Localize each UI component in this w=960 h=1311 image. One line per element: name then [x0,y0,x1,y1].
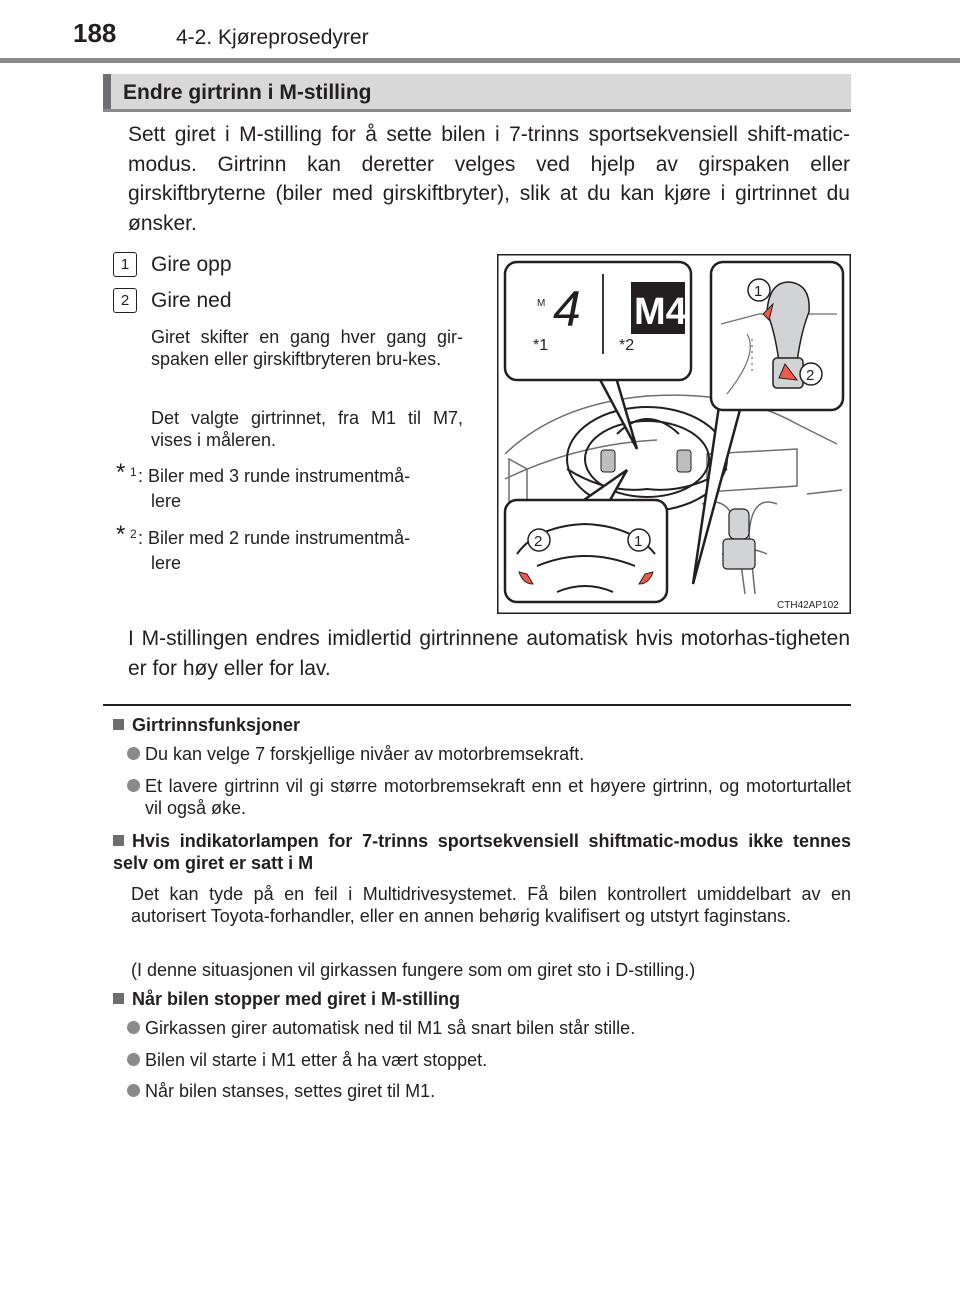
paddle-up-callout: 1 [634,533,643,550]
bullet-item [127,1080,851,1102]
meter1-mode-label: M [537,298,546,309]
shift-up-callout: 1 [754,283,763,300]
subheading-indicator-text: Hvis indikatorlampen for 7-trinns sportsekvensiell shiftmatic-modus ikke tennes selv om giret er satt i M [113,831,851,873]
header-divider [0,58,960,63]
gear-shift-illustration [497,254,851,614]
bullet-text: Du kan velge 7 forskjellige nivåer av motorbremsekraft. [145,744,585,764]
step-1-label: Gire opp [151,253,232,276]
intro-paragraph: Sett giret i M-stilling for å sette bilen i 7-trinns sportsekvensiell shift-matic-modus. Girtrinn kan deretter velges ved hjelp av girspaken eller girskiftbryterne (biler med girskiftbryter), slik at du kan kjøre i girtrinnet du ønsker. [128,123,850,235]
round-bullet-icon [127,1053,140,1066]
square-bullet-icon [113,835,124,846]
footnote-2-cont: lere [151,553,182,573]
step-2 [113,288,232,313]
page-number: 188 [73,18,117,48]
square-bullet-icon [113,993,124,1004]
meter1-gear-digit: 4 [553,281,581,337]
bullet-text: Bilen vil starte i M1 etter å ha vært stoppet. [145,1050,488,1070]
footnote-1-star: * [116,459,126,486]
meter2-gear-text: M4 [634,291,687,333]
square-bullet-icon [113,719,124,730]
footnote-2-sup: 2 [130,527,137,541]
footnote-2-star: * [116,521,126,548]
meter1-star-label: *1 [533,337,549,354]
subheading-gear-functions [113,714,851,736]
indicator-paragraph: Det kan tyde på en feil i Multidrivesystemet. Få bilen kontrollert umiddelbart av en autorisert Toyota-forhandler, eller en annen behørig kvalifisert og utstyrt faginstans. [131,884,851,926]
bullet-text: Girkassen girer automatisk ned til M1 så snart bilen står stille. [145,1018,636,1038]
step-2-label: Gire ned [151,289,232,312]
footnote-2-text: : Biler med 2 runde instrumentmå- [138,528,411,548]
footnote-2 [116,521,463,576]
footnote-1 [116,459,463,514]
subheading-stopping [113,988,851,1010]
bullet-item [127,1017,851,1039]
outro-paragraph: I M-stillingen endres imidlertid girtrinnene automatisk hvis motorhas-tigheten er for høy eller for lav. [128,627,850,680]
section-title: 4-2. Kjøreprosedyrer [176,26,369,49]
footnote-1-text: : Biler med 3 runde instrumentmå- [138,466,411,486]
note-gear-display: Det valgte girtrinnet, fra M1 til M7, vises i måleren. [151,408,463,450]
round-bullet-icon [127,1021,140,1034]
round-bullet-icon [127,747,140,760]
meter2-star-label: *2 [619,337,635,354]
footnote-1-sup: 1 [130,465,137,479]
round-bullet-icon [127,1084,140,1097]
subheading-gear-functions-text: Girtrinnsfunksjoner [132,715,301,735]
subsection-heading-text: Endre girtrinn i M-stilling [123,81,372,104]
paddle-down-callout: 2 [534,533,543,550]
heading-marker [103,74,111,109]
bullet-item [127,1049,851,1071]
note-gear-shift: Giret skifter en gang hver gang gir-spaken eller girskiftbryteren bru-kes. [151,327,463,369]
round-bullet-icon [127,779,140,792]
subheading-stopping-text: Når bilen stopper med giret i M-stilling [132,989,461,1009]
bullet-item [127,775,851,819]
subheading-indicator [113,830,851,874]
bullet-text: Når bilen stanses, settes giret til M1. [145,1081,436,1101]
step-1 [113,252,232,277]
section-divider [103,704,851,706]
step-2-number: 2 [113,288,137,313]
subsection-heading [103,74,851,112]
bullet-text: Et lavere girtrinn vil gi større motorbremsekraft enn et høyere girtrinn, og motorturtallet vil også øke. [145,776,851,818]
figure-code: CTH42AP102 [777,600,839,611]
indicator-note: (I denne situasjonen vil girkassen fungere som om giret sto i D-stilling.) [131,960,696,980]
footnote-1-cont: lere [151,491,182,511]
step-1-number: 1 [113,252,137,277]
shift-down-callout: 2 [806,367,815,384]
bullet-item [127,743,851,765]
